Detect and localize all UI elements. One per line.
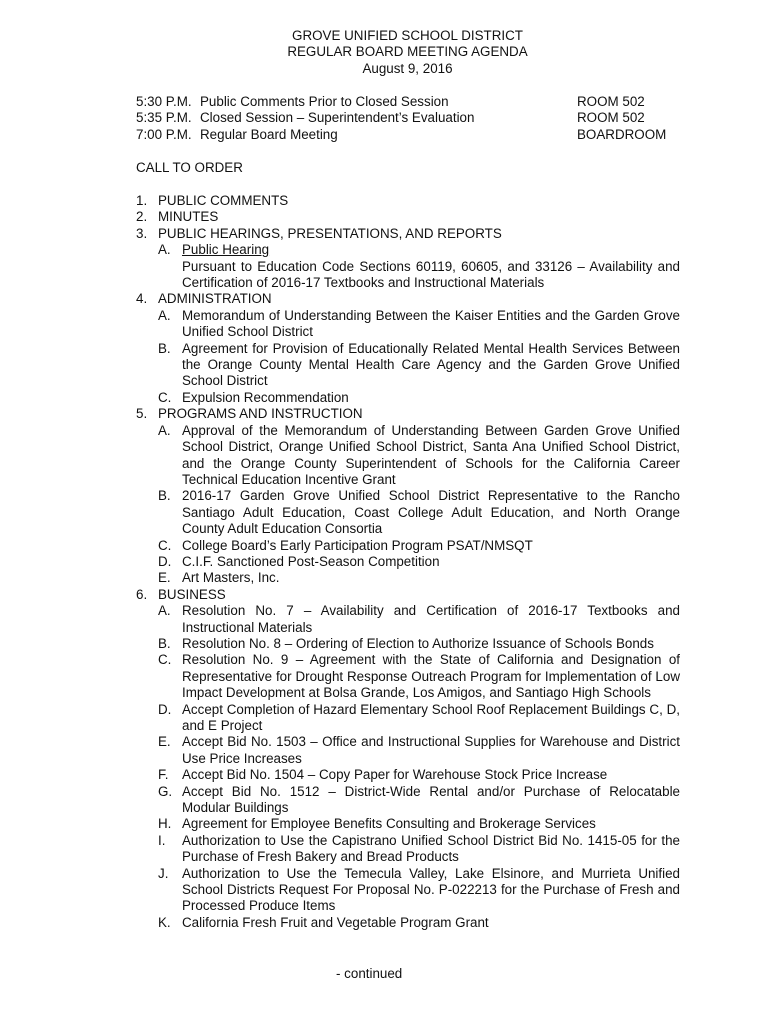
agenda-item — [136, 570, 680, 586]
agenda-section — [136, 291, 680, 307]
schedule-time: 5:35 P.M. — [136, 110, 192, 126]
item-text: California Fresh Fruit and Vegetable Program Grant — [182, 914, 489, 930]
item-text: Resolution No. 8 – Ordering of Election to Authorize Issuance of Schools Bonds — [182, 635, 654, 651]
item-letter: E. — [158, 734, 171, 750]
agenda-item — [136, 833, 680, 866]
agenda-list — [136, 193, 680, 931]
section-number: 1. — [136, 193, 148, 208]
document-header — [0, 28, 770, 77]
schedule-description: Public Comments Prior to Closed Session — [200, 94, 449, 109]
agenda-item — [136, 915, 680, 931]
section-number: 3. — [136, 225, 148, 241]
section-number: 6. — [136, 586, 148, 602]
item-text: Authorization to Use the Capistrano Unified School District Bid No. 1415-05 for the Purchase of Fresh Bakery and Bread Products — [182, 832, 680, 865]
agenda-item — [136, 423, 680, 489]
item-text: Accept Completion of Hazard Elementary School Roof Replacement Buildings C, D, and E Project — [182, 701, 680, 733]
item-letter: I. — [158, 832, 166, 848]
agenda-item — [136, 734, 680, 767]
item-letter: A. — [158, 242, 171, 258]
item-letter: C. — [158, 537, 172, 553]
agenda-item — [136, 603, 680, 636]
agenda-section — [136, 587, 680, 603]
item-letter: J. — [158, 865, 169, 881]
meeting-date: August 9, 2016 — [362, 60, 453, 76]
item-text: Agreement for Provision of Educationally Related Mental Health Services Between the Orange County Mental Health Care Agency and the Garden Grove Unified School District — [182, 340, 680, 389]
item-letter: A. — [158, 422, 171, 438]
section-title: MINUTES — [158, 209, 219, 225]
item-text: Public Hearing — [182, 242, 270, 258]
item-letter: B. — [158, 488, 171, 504]
item-letter: C. — [158, 389, 172, 405]
meeting-schedule — [136, 94, 676, 143]
item-letter: K. — [158, 914, 171, 930]
item-letter: G. — [158, 783, 173, 799]
item-letter: A. — [158, 307, 171, 323]
schedule-description: Regular Board Meeting — [200, 126, 338, 142]
schedule-row — [136, 94, 676, 110]
item-text: Authorization to Use the Temecula Valley, Lake Elsinore, and Murrieta Unified School Districts Request For Proposal No. P-022213 for the Purchase of Fresh and Processed Produce Items — [182, 865, 680, 914]
agenda-item — [136, 816, 680, 832]
section-title: ADMINISTRATION — [158, 291, 272, 307]
agenda-section — [136, 406, 680, 422]
agenda-item — [136, 866, 680, 915]
item-text: Expulsion Recommendation — [182, 389, 349, 405]
schedule-room: BOARDROOM — [577, 126, 667, 142]
section-number: 2. — [136, 209, 148, 225]
item-text: Accept Bid No. 1512 – District-Wide Rental and/or Purchase of Relocatable Modular Buildings — [182, 783, 680, 816]
schedule-row — [136, 127, 676, 143]
item-letter: B. — [158, 340, 171, 356]
section-title: BUSINESS — [158, 586, 226, 602]
call-to-order: CALL TO ORDER — [136, 160, 243, 175]
agenda-item — [136, 702, 680, 735]
schedule-row — [136, 110, 676, 126]
item-note: Pursuant to Education Code Sections 60119, 60605, and 33126 – Availability and Certification of 2016-17 Textbooks and Instructional Materials — [182, 258, 680, 291]
continued-note: - continued — [336, 966, 403, 981]
item-text: Agreement for Employee Benefits Consulting and Brokerage Services — [182, 816, 596, 832]
section-title: PUBLIC COMMENTS — [158, 193, 289, 208]
item-letter: H. — [158, 816, 172, 832]
section-title: PUBLIC HEARINGS, PRESENTATIONS, AND REPORTS — [158, 225, 502, 241]
item-letter: D. — [158, 553, 172, 569]
item-text: Approval of the Memorandum of Understanding Between Garden Grove Unified School District, Orange Unified School District, Santa Ana Unified School District, and the Orange County Superintendent of Schools for the California Career Technical Education Incentive Grant — [182, 422, 680, 487]
item-text: College Board’s Early Participation Program PSAT/NMSQT — [182, 537, 533, 553]
item-text: Memorandum of Understanding Between the Kaiser Entities and the Garden Grove Unified School District — [182, 307, 680, 340]
schedule-time: 5:30 P.M. — [136, 94, 192, 109]
agenda-section — [136, 226, 680, 242]
item-letter: A. — [158, 603, 171, 619]
item-text: Accept Bid No. 1503 – Office and Instructional Supplies for Warehouse and District Use Price Increases — [182, 734, 680, 766]
item-text: C.I.F. Sanctioned Post-Season Competition — [182, 553, 440, 569]
item-text: Art Masters, Inc. — [182, 570, 280, 586]
agenda-item — [136, 390, 680, 406]
agenda-section — [136, 209, 680, 225]
agenda-item — [136, 554, 680, 570]
section-number: 4. — [136, 291, 148, 307]
item-text: Resolution No. 7 – Availability and Certification of 2016-17 Textbooks and Instructional Materials — [182, 603, 680, 635]
agenda-item — [136, 341, 680, 390]
item-text: 2016-17 Garden Grove Unified School District Representative to the Rancho Santiago Adult Education, Coast College Adult Education, and North Orange County Adult Education Consortia — [182, 488, 680, 537]
item-text: Accept Bid No. 1504 – Copy Paper for Warehouse Stock Price Increase — [182, 767, 608, 783]
agenda-item — [136, 488, 680, 537]
schedule-time: 7:00 P.M. — [136, 126, 192, 142]
item-letter: F. — [158, 767, 169, 783]
item-letter: D. — [158, 701, 172, 717]
section-number: 5. — [136, 406, 148, 422]
agenda-title: REGULAR BOARD MEETING AGENDA — [287, 44, 528, 60]
item-letter: B. — [158, 635, 171, 651]
schedule-room: ROOM 502 — [577, 94, 645, 109]
item-text: Resolution No. 9 – Agreement with the State of California and Designation of Representative for Drought Response Outreach Program for Implementation of Low Impact Development at Bolsa Grande, Los Amigos, and Santiago High Schools — [182, 652, 680, 701]
agenda-section — [136, 193, 680, 209]
item-letter: E. — [158, 570, 171, 586]
district-name: GROVE UNIFIED SCHOOL DISTRICT — [292, 28, 523, 43]
agenda-item — [136, 242, 680, 258]
item-letter: C. — [158, 652, 172, 668]
agenda-item — [136, 784, 680, 817]
schedule-description: Closed Session – Superintendent’s Evaluation — [200, 110, 475, 126]
agenda-item — [136, 636, 680, 652]
agenda-item — [136, 308, 680, 341]
agenda-item — [136, 767, 680, 783]
section-title: PROGRAMS AND INSTRUCTION — [158, 406, 363, 422]
agenda-item — [136, 652, 680, 701]
agenda-item — [136, 538, 680, 554]
schedule-room: ROOM 502 — [577, 110, 645, 126]
